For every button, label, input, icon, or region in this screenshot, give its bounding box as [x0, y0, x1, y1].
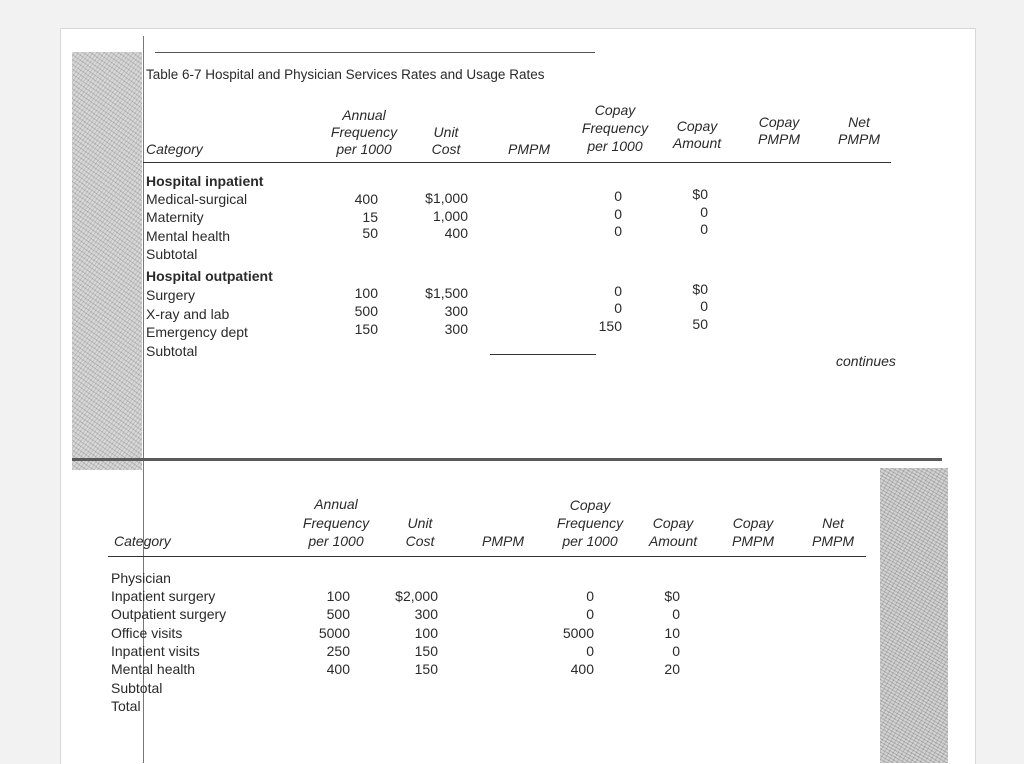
- cell-copay-freq: 0: [614, 188, 622, 204]
- hdr-unit-1: Unit: [407, 515, 433, 531]
- hdr-copay-freq-1: Copay: [569, 497, 611, 513]
- row-label: Maternity: [146, 209, 204, 225]
- row-label: Mental health: [146, 228, 231, 244]
- pmpm-subtotal-rule: [490, 354, 596, 355]
- row-label: Office visits: [111, 625, 183, 641]
- top-header-rule: [143, 162, 891, 163]
- continues-label: continues: [836, 353, 896, 369]
- hdr-copay-pmpm-1: Copay: [732, 515, 774, 531]
- cell-copay-amt: 0: [672, 643, 680, 659]
- cell-freq: 500: [354, 303, 378, 319]
- row-label: Inpatient surgery: [111, 588, 216, 604]
- cell-copay-freq: 0: [614, 283, 622, 299]
- cell-copay-amt: 0: [700, 204, 708, 220]
- scan-edge-left: [72, 52, 142, 470]
- cell-freq: 15: [362, 209, 378, 225]
- hdr-annual-3: per 1000: [336, 141, 392, 157]
- row-label: Hospital outpatient: [146, 268, 273, 284]
- cell-cost: 400: [444, 225, 468, 241]
- top-rule: [155, 52, 595, 53]
- hdr-copay-freq-1: Copay: [594, 102, 636, 118]
- cell-copay-amt: 0: [700, 221, 708, 237]
- fold-line: [72, 458, 942, 461]
- cell-freq: 5000: [318, 625, 350, 641]
- row-label: Hospital inpatient: [146, 173, 264, 189]
- cell-copay-amt: 10: [664, 625, 680, 641]
- hdr-copay-freq-2: Frequency: [581, 120, 649, 136]
- cell-freq: 400: [354, 191, 378, 207]
- cell-cost: $2,000: [395, 588, 438, 604]
- cell-copay-amt: 20: [664, 661, 680, 677]
- hdr-copay-pmpm-1: Copay: [758, 114, 800, 130]
- row-label: Inpatient visits: [111, 643, 200, 659]
- cell-freq: 50: [362, 225, 378, 241]
- scan-edge-right: [880, 468, 948, 763]
- hdr-net-pmpm-1: Net: [822, 515, 844, 531]
- cell-freq: 500: [326, 606, 350, 622]
- row-label: Outpatient surgery: [111, 606, 227, 622]
- hdr-net-pmpm-2: PMPM: [838, 131, 880, 147]
- cell-copay-amt: $0: [664, 588, 680, 604]
- row-label: Medical-surgical: [146, 191, 248, 207]
- hdr-copay-amt-1: Copay: [676, 118, 718, 134]
- cell-cost: 300: [444, 303, 468, 319]
- cell-copay-amt: $0: [692, 281, 708, 297]
- cell-copay-freq: 0: [614, 206, 622, 222]
- hdr-pmpm: PMPM: [508, 141, 550, 157]
- row-label: Subtotal: [111, 680, 163, 696]
- cell-copay-amt: $0: [692, 186, 708, 202]
- cell-copay-amt: 50: [692, 316, 708, 332]
- hdr-copay-pmpm-2: PMPM: [732, 533, 774, 549]
- hdr-category: Category: [146, 141, 203, 157]
- row-label: Physician: [111, 570, 171, 586]
- cell-cost: 150: [414, 643, 438, 659]
- cell-freq: 250: [326, 643, 350, 659]
- hdr-annual-2: Frequency: [302, 515, 370, 531]
- cell-copay-freq: 5000: [562, 625, 594, 641]
- cell-copay-freq: 0: [614, 223, 622, 239]
- cell-copay-freq: 400: [570, 661, 594, 677]
- hdr-pmpm: PMPM: [482, 533, 524, 549]
- cell-cost: 1,000: [432, 208, 468, 224]
- cell-freq: 100: [354, 285, 378, 301]
- hdr-copay-amt-1: Copay: [652, 515, 694, 531]
- hdr-unit-1: Unit: [433, 124, 459, 140]
- hdr-annual-1: Annual: [342, 107, 386, 123]
- hdr-annual-1: Annual: [314, 496, 358, 512]
- hdr-net-pmpm-1: Net: [848, 114, 870, 130]
- row-label: Surgery: [146, 287, 196, 303]
- hdr-annual-3: per 1000: [308, 533, 364, 549]
- hdr-annual-2: Frequency: [330, 124, 398, 140]
- row-label: Subtotal: [146, 246, 198, 262]
- cell-freq: 150: [354, 321, 378, 337]
- row-label: Emergency dept: [146, 324, 248, 340]
- cell-copay-freq: 0: [586, 643, 594, 659]
- row-label: Mental health: [111, 661, 196, 677]
- hdr-unit-2: Cost: [431, 141, 461, 157]
- bottom-header-rule: [108, 556, 866, 557]
- hdr-copay-amt-2: Amount: [648, 533, 698, 549]
- cell-copay-freq: 150: [598, 318, 622, 334]
- hdr-copay-freq-3: per 1000: [587, 138, 643, 154]
- cell-copay-freq: 0: [614, 300, 622, 316]
- row-label: Subtotal: [146, 343, 198, 359]
- cell-freq: 400: [326, 661, 350, 677]
- table-title: Table 6-7 Hospital and Physician Services Rates and Usage Rates: [146, 67, 545, 82]
- cell-cost: 100: [414, 625, 438, 641]
- hdr-unit-2: Cost: [405, 533, 435, 549]
- hdr-net-pmpm-2: PMPM: [812, 533, 854, 549]
- cell-cost: 300: [414, 606, 438, 622]
- cell-cost: 150: [414, 661, 438, 677]
- row-label: X-ray and lab: [146, 306, 230, 322]
- hdr-copay-amt-2: Amount: [672, 135, 722, 151]
- cell-cost: 300: [444, 321, 468, 337]
- cell-copay-freq: 0: [586, 588, 594, 604]
- cell-copay-freq: 0: [586, 606, 594, 622]
- row-label: Total: [111, 698, 141, 714]
- cell-cost: $1,500: [425, 285, 468, 301]
- cell-copay-amt: 0: [672, 606, 680, 622]
- hdr-copay-freq-3: per 1000: [562, 533, 618, 549]
- cell-cost: $1,000: [425, 190, 468, 206]
- cell-freq: 100: [326, 588, 350, 604]
- hdr-copay-pmpm-2: PMPM: [758, 131, 800, 147]
- hdr-category: Category: [114, 533, 171, 549]
- hdr-copay-freq-2: Frequency: [556, 515, 624, 531]
- cell-copay-amt: 0: [700, 298, 708, 314]
